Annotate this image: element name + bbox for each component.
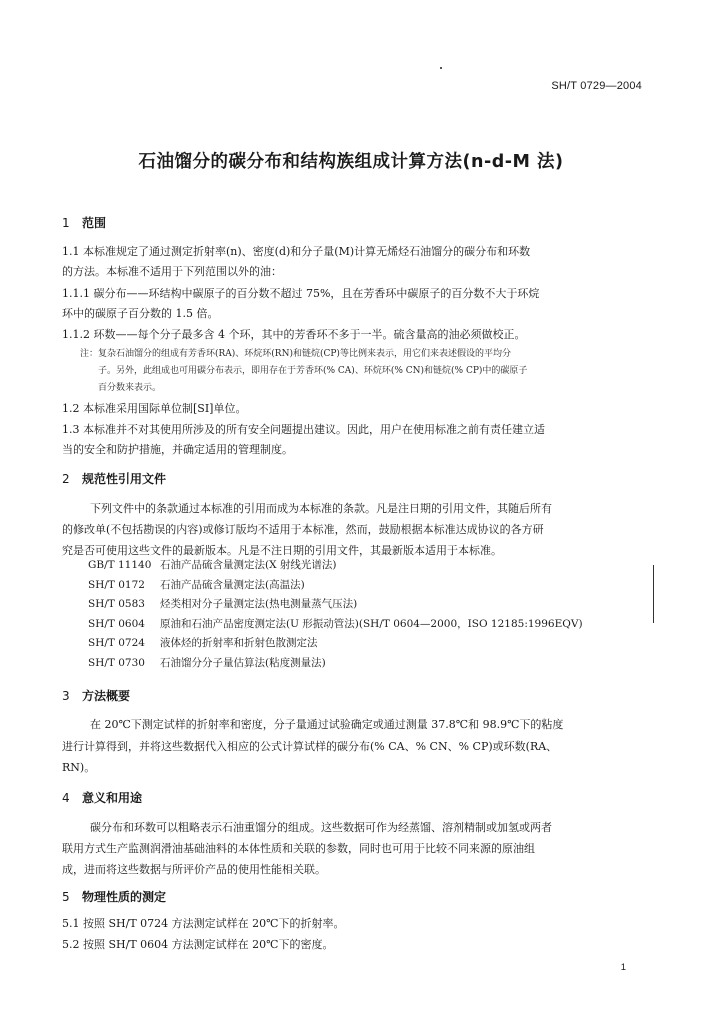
- clause-1-1-1-line1: 1.1.1 碳分布——环结构中碳原子的百分数不超过 75%，且在芳香环中碳原子的百分数不大于环烷: [62, 287, 540, 300]
- reference-title: 原油和石油产品密度测定法(U 形振动管法)(SH/T 0604—2000，ISO 12185:1996EQV): [160, 617, 583, 630]
- section-5-title: 物理性质的测定: [82, 890, 167, 904]
- note-line1: 注：复杂石油馏分的组成有芳香环(RA)、环烷环(RN)和链烷(CP)等比例来表示，用它们来表述假设的平均分: [80, 349, 511, 359]
- reference-title: 石油产品硫含量测定法(X 射线光谱法): [160, 559, 337, 571]
- page-number: 1: [620, 962, 626, 973]
- section-1-heading: [62, 214, 106, 231]
- standard-number: SH/T 0729—2004: [551, 80, 642, 92]
- section-5-number: 5: [62, 890, 70, 904]
- section-2-heading: [62, 470, 166, 487]
- reference-code: GB/T 11140: [88, 559, 152, 571]
- section-2-para-line2: 的修改单(不包括勘误的内容)或修订版均不适用于本标准，然而，鼓励根据本标准达成协议的各方研: [62, 523, 544, 536]
- reference-title: 烃类相对分子量测定法(热电测量蒸气压法): [160, 598, 358, 611]
- scan-speck: [440, 67, 442, 69]
- section-2-title: 规范性引用文件: [82, 472, 167, 486]
- clause-1-2: 1.2 本标准采用国际单位制[SI]单位。: [62, 402, 247, 415]
- reference-item: [88, 654, 583, 674]
- section-3-para-line1: 在 20℃下测定试样的折射率和密度，分子量通过试验确定或通过测量 37.8℃和 98.9℃下的粘度: [90, 718, 564, 731]
- reference-item: [88, 634, 583, 654]
- section-4-para-line2: 联用方式生产监测润滑油基础油料的本体性质和关联的参数，同时也可用于比较不同来源的原油组: [62, 842, 535, 855]
- clause-5-2: 5.2 按照 SH/T 0604 方法测定试样在 20℃下的密度。: [62, 938, 334, 951]
- note-line3: 百分数来表示。: [98, 383, 162, 393]
- reference-item: [88, 615, 583, 635]
- reference-code: SH/T 0730: [88, 656, 145, 669]
- section-4-para-line1: 碳分布和环数可以粗略表示石油重馏分的组成。这些数据可作为经蒸馏、溶剂精制或加氢或两者: [90, 821, 552, 834]
- clause-1-3-line1: 1.3 本标准并不对其使用所涉及的所有安全问题提出建议。因此，用户在使用标准之前有责任建立适: [62, 423, 545, 436]
- note-line2: 子。另外，此组成也可用碳分布表示，即用存在于芳香环(% CA)、环烷环(% CN)和链烷(% CP)中的碳原子: [98, 366, 528, 376]
- reference-code: SH/T 0172: [88, 578, 145, 591]
- section-2-para-line3: 究是否可使用这些文件的最新版本。凡是不注日期的引用文件，其最新版本适用于本标准。: [62, 544, 502, 557]
- reference-code: SH/T 0724: [88, 637, 145, 650]
- section-3-heading: [62, 687, 130, 704]
- section-1-title: 范围: [82, 216, 107, 230]
- reference-code: SH/T 0604: [88, 617, 145, 630]
- section-4-number: 4: [62, 791, 70, 805]
- clause-1-1-1-line2: 环中的碳原子百分数的 1.5 倍。: [62, 307, 219, 320]
- section-2-para-line1: 下列文件中的条款通过本标准的引用而成为本标准的条款。凡是注日期的引用文件，其随后所有: [90, 502, 552, 515]
- normative-reference-list: [88, 556, 583, 674]
- section-3-para-line2: 进行计算得到，并将这些数据代入相应的公式计算试样的碳分布(% CA、% CN、% CP)或环数(RA、: [62, 740, 558, 753]
- clause-5-1: 5.1 按照 SH/T 0724 方法测定试样在 20℃下的折射率。: [62, 917, 345, 930]
- change-bar: [653, 565, 654, 623]
- clause-1-1-line1: 1.1 本标准规定了通过测定折射率(n)、密度(d)和分子量(M)计算无烯烃石油馏分的碳分布和环数: [62, 245, 531, 258]
- reference-item: [88, 595, 583, 615]
- section-1-number: 1: [62, 216, 70, 230]
- reference-title: 石油产品硫含量测定法(高温法): [160, 578, 305, 591]
- section-5-heading: [62, 888, 166, 905]
- reference-item: [88, 556, 583, 576]
- section-4-para-line3: 成，进而将这些数据与所评价产品的使用性能相关联。: [62, 863, 326, 876]
- section-3-title: 方法概要: [82, 689, 131, 703]
- reference-title: 液体烃的折射率和折射色散测定法: [160, 637, 318, 650]
- clause-1-1-2: 1.1.2 环数——每个分子最多含 4 个环，其中的芳香环不多于一半。硫含量高的油必须做校正。: [62, 328, 526, 341]
- reference-title: 石油馏分分子量估算法(粘度测量法): [160, 656, 326, 669]
- document-title: 石油馏分的碳分布和结构族组成计算方法(n-d-M 法): [138, 152, 564, 172]
- reference-item: [88, 576, 583, 596]
- section-2-number: 2: [62, 472, 70, 486]
- reference-code: SH/T 0583: [88, 598, 145, 611]
- clause-1-1-line2: 的方法。本标准不适用于下列范围以外的油：: [62, 265, 282, 278]
- section-3-number: 3: [62, 689, 70, 703]
- section-3-para-line3: RN)。: [62, 761, 96, 774]
- section-4-heading: [62, 789, 142, 806]
- clause-1-3-line2: 当的安全和防护措施，并确定适用的管理制度。: [62, 443, 293, 456]
- section-4-title: 意义和用途: [82, 791, 143, 805]
